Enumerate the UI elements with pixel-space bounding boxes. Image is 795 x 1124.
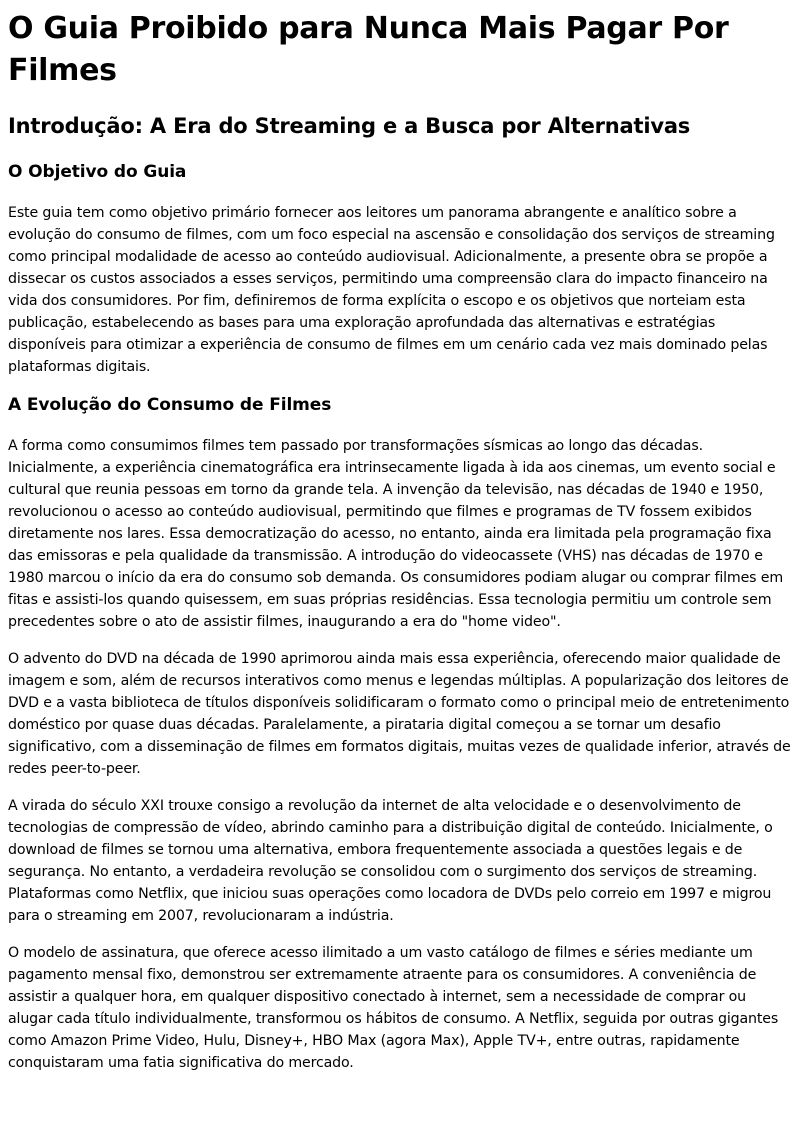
paragraph: Este guia tem como objetivo primário fornecer aos leitores um panorama abrangente e analítico sobre a evolução do consumo de filmes, com um foco especial na ascensão e consolidação dos serviços de streaming como principal modalidade de acesso ao conteúdo audiovisual. Adicionalmente, a presente obra se propõe a dissecar os custos associados a esses serviços, permitindo uma compreensão clara do impacto financeiro na vida dos consumidores. Por fim, definiremos de forma explícita o escopo e os objetivos que norteiam esta publicação, estabelecendo as bases para uma exploração aprofundada das alternativas e estratégias disponíveis para otimizar a experiência de consumo de filmes em um cenário cada vez mais dominado pelas plataformas digitais. [8,205,775,375]
section-heading-objetivo: O Objetivo do Guia [8,162,187,182]
document-title: O Guia Proibido para Nunca Mais Pagar Por Filmes [8,11,729,88]
section-heading-evolucao: A Evolução do Consumo de Filmes [8,395,332,415]
paragraph: A virada do século XXI trouxe consigo a revolução da internet de alta velocidade e o desenvolvimento de tecnologias de compressão de vídeo, abrindo caminho para a distribuição digital de conteúdo. Inicialmente, o download de filmes se tornou uma alternativa, embora frequentemente associada a questões legais e de segurança. No entanto, a verdadeira revolução se consolidou com o surgimento dos serviços de streaming. Plataformas como Netflix, que iniciou suas operações como locadora de DVDs pelo correio em 1997 e migrou para o streaming em 2007, revolucionaram a indústria. [8,798,773,924]
intro-heading: Introdução: A Era do Streaming e a Busca por Alternativas [8,114,691,138]
paragraph: A forma como consumimos filmes tem passado por transformações sísmicas ao longo das décadas. Inicialmente, a experiência cinematográfica era intrinsecamente ligada à ida aos cinemas, um evento social e cultural que reunia pessoas em torno da grande tela. A invenção da televisão, nas décadas de 1940 e 1950, revolucionou o acesso ao conteúdo audiovisual, permitindo que filmes e programas de TV fossem exibidos diretamente nos lares. Essa democratização do acesso, no entanto, ainda era limitada pela programação fixa das emissoras e pela qualidade da transmissão. A introdução do videocassete (VHS) nas décadas de 1970 e 1980 marcou o início da era do consumo sob demanda. Os consumidores podiam alugar ou comprar filmes em fitas e assisti-los quando quisessem, em suas próprias residências. Essa tecnologia permitiu um controle sem precedentes sobre o ato de assistir filmes, inaugurando a era do "home video". [8,438,784,630]
paragraph: O modelo de assinatura, que oferece acesso ilimitado a um vasto catálogo de filmes e séries mediante um pagamento mensal fixo, demonstrou ser extremamente atraente para os consumidores. A conveniência de assistir a qualquer hora, em qualquer dispositivo conectado à internet, sem a necessidade de comprar ou alugar cada título individualmente, transformou os hábitos de consumo. A Netflix, seguida por outras gigantes como Amazon Prime Video, Hulu, Disney+, HBO Max (agora Max), Apple TV+, entre outras, rapidamente conquistaram uma fatia significativa do mercado. [8,945,779,1071]
paragraph: O advento do DVD na década de 1990 aprimorou ainda mais essa experiência, oferecendo maior qualidade de imagem e som, além de recursos interativos como menus e legendas múltiplas. A popularização dos leitores de DVD e a vasta biblioteca de títulos disponíveis solidificaram o formato como o principal meio de entretenimento doméstico por quase duas décadas. Paralelamente, a pirataria digital começou a se tornar um desafio significativo, com a disseminação de filmes em formatos digitais, muitas vezes de qualidade inferior, através de redes peer-to-peer. [8,651,791,777]
